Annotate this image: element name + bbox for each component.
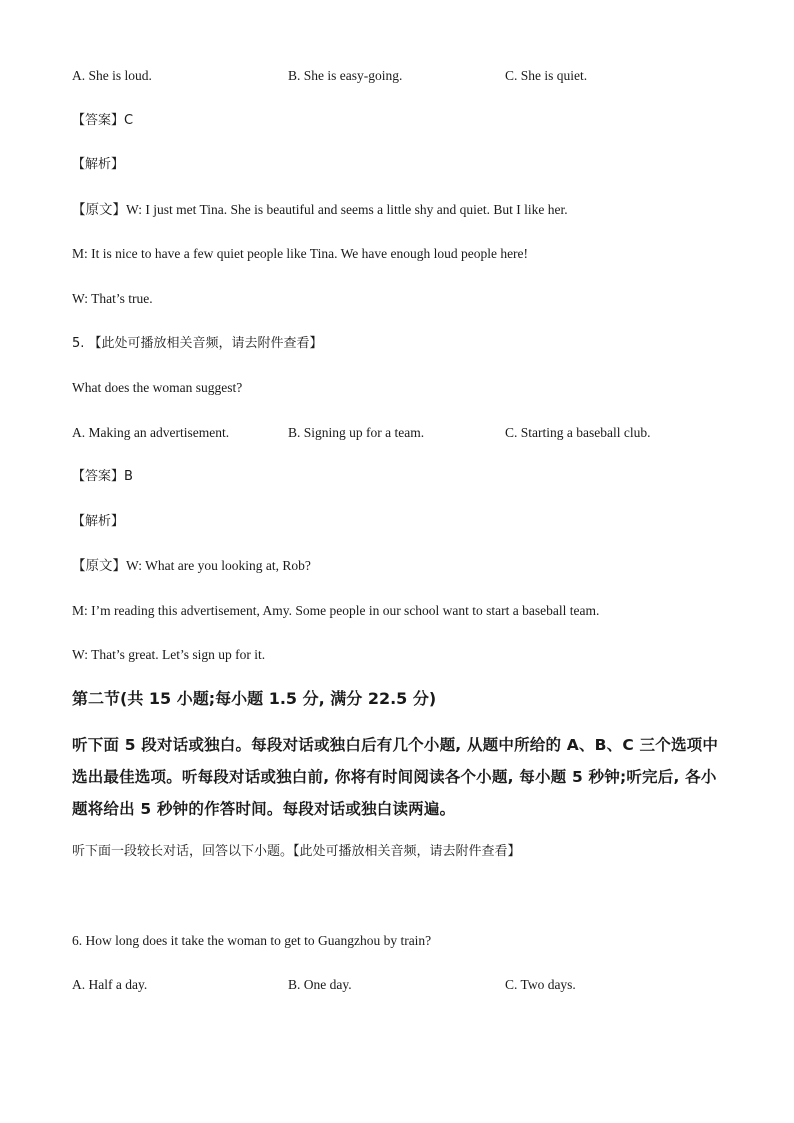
q4-option-c: C. She is quiet. — [505, 68, 588, 83]
q5-analysis-label: 【解析】 — [72, 514, 125, 529]
q5-number-audio[interactable]: 5. 【此处可播放相关音频，请去附件查看】 — [72, 336, 323, 351]
q6-option-c: C. Two days. — [505, 977, 576, 992]
q4-analysis-label: 【解析】 — [72, 157, 125, 172]
q6-option-a: A. Half a day. — [72, 977, 148, 992]
q5-question: What does the woman suggest? — [72, 380, 243, 395]
q5-transcript-line3: W: That’s great. Let’s sign up for it. — [72, 647, 266, 662]
q4-transcript-line1: 【原文】W: I just met Tina. She is beautiful and seems a little shy and quiet. But I like her. — [72, 202, 568, 217]
section2-audio-note[interactable]: 听下面一段较长对话，回答以下小题。【此处可播放相关音频，请去附件查看】 — [72, 844, 521, 859]
q6-option-b: B. One day. — [288, 977, 352, 992]
q5-option-c: C. Starting a baseball club. — [505, 425, 651, 440]
q4-transcript-line3: W: That’s true. — [72, 291, 153, 306]
q5-answer: 【答案】B — [72, 469, 133, 484]
q4-transcript-line2: M: It is nice to have a few quiet people like Tina. We have enough loud people here! — [72, 246, 529, 261]
q4-answer: 【答案】C — [72, 113, 134, 128]
q6-question: 6. How long does it take the woman to get to Guangzhou by train? — [72, 933, 432, 948]
section2-instructions: 听下面 5 段对话或独白。每段对话或独白后有几个小题, 从题中所给的 A、B、C 三个选项中选出最佳选项。听每段对话或独白前, 你将有时间阅读各个小题, 每小题 5 秒钟;听完后, 各小题将给出 5 秒钟的作答时间。每段对话或独白读两遍。 — [72, 736, 719, 818]
q5-option-b: B. Signing up for a team. — [288, 425, 425, 440]
q4-option-b: B. She is easy-going. — [288, 68, 403, 83]
q5-option-a: A. Making an advertisement. — [72, 425, 230, 440]
q5-transcript-line1: 【原文】W: What are you looking at, Rob? — [72, 558, 311, 573]
q5-transcript-line2: M: I’m reading this advertisement, Amy. Some people in our school want to start a baseball team. — [72, 603, 600, 618]
q4-option-a: A. She is loud. — [72, 68, 152, 83]
section2-heading: 第二节(共 15 小题;每小题 1.5 分, 满分 22.5 分) — [72, 689, 437, 708]
